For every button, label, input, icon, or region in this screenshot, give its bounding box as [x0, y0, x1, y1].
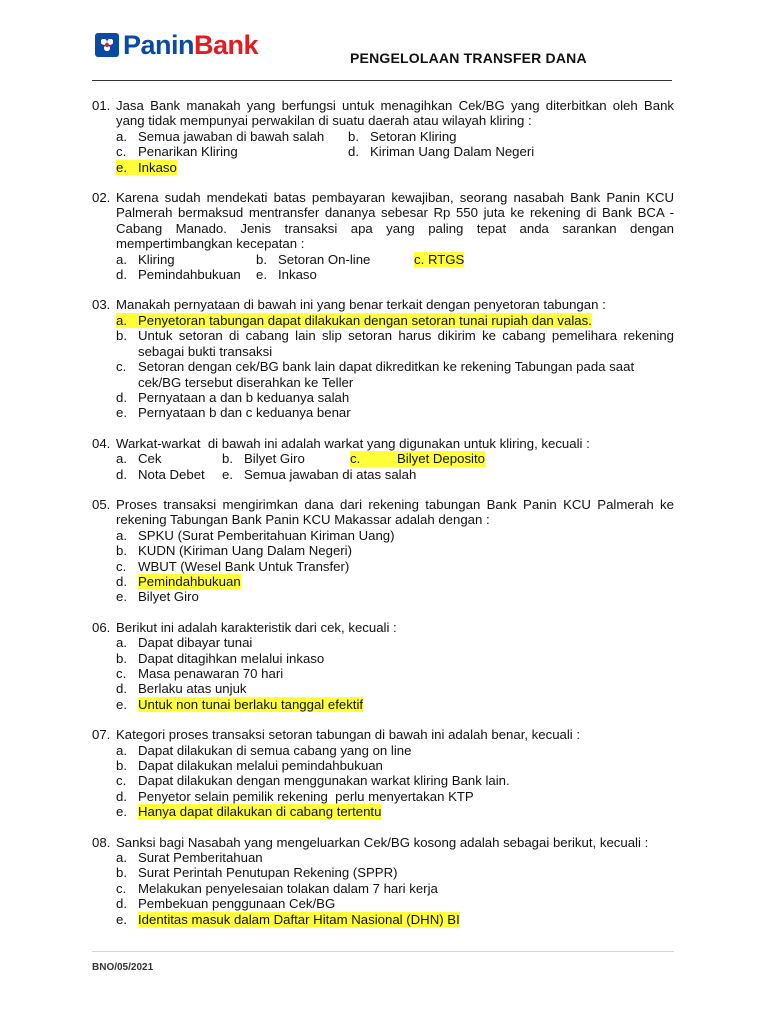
logo-wordmark: PaninBank [123, 29, 259, 60]
question-number: 01. [92, 98, 111, 113]
option-b: b. Dapat ditagihkan melalui inkaso [116, 650, 325, 666]
option-a: a. Surat Pemberitahuan [116, 850, 263, 866]
option-e-answer: e. Untuk non tunai berlaku tanggal efektif [116, 696, 364, 712]
option-c: c. Penarikan Kliring [116, 144, 238, 160]
panin-emblem-icon [95, 33, 119, 57]
question-text: Karena sudah mendekati batas pembayaran kewajiban, seorang nasabah Bank Panin KCU Palmerah bermaksud mentransfer dananya sebesar Rp 550 juta ke rekening di Bank BCA - Cabang Manado. Jenis transaksi apa yang paling tepat anda sarankan dengan mempertimbangkan kecepatan : [116, 190, 674, 252]
paninbank-logo [95, 28, 258, 62]
question-number: 03. [92, 297, 111, 313]
option-b: b. Dapat dilakukan melalui pemindahbukuan [116, 758, 383, 774]
option-d: d. Pemindahbukuan [116, 267, 241, 283]
question-05 [92, 497, 674, 605]
question-04 [92, 436, 674, 482]
option-e: e. Bilyet Giro [116, 589, 199, 605]
option-c-answer: c. RTGS [414, 251, 465, 267]
option-b: b. Untuk setoran di cabang lain slip setoran harus dikirim ke cabang pemelihara rekening sebagai bukti transaksi [116, 328, 674, 359]
question-number: 08. [92, 834, 111, 850]
question-text: Kategori proses transaksi setoran tabungan di bawah ini adalah benar, kecuali : [116, 727, 581, 743]
option-d-answer: d. Pemindahbukuan [116, 573, 241, 589]
question-number: 06. [92, 619, 111, 635]
option-e-answer: e. Hanya dapat dilakukan di cabang tertentu [116, 804, 382, 820]
question-text: Jasa Bank manakah yang berfungsi untuk menagihkan Cek/BG yang diterbitkan oleh Bank yang tidak mempunyai perwakilan di suatu daerah atau wilayah kliring : [116, 98, 674, 129]
option-a: a. Cek [116, 451, 162, 467]
question-03 [92, 297, 674, 420]
option-a: a. Semua jawaban di bawah salah [116, 128, 325, 144]
question-number: 05. [92, 496, 111, 512]
option-b: b. KUDN (Kiriman Uang Dalam Negeri) [116, 543, 352, 559]
question-01 [92, 98, 674, 175]
question-07 [92, 727, 674, 819]
question-number: 02. [92, 190, 111, 206]
question-text: Manakah pernyataan di bawah ini yang benar terkait dengan penyetoran tabungan : [116, 297, 606, 313]
header-divider [92, 80, 672, 81]
option-c: c. Dapat dilakukan dengan menggunakan warkat kliring Bank lain. [116, 773, 510, 789]
option-d: d. Berlaku atas unjuk [116, 681, 247, 697]
option-d: d. Kiriman Uang Dalam Negeri [348, 144, 535, 160]
option-a: a. SPKU (Surat Pemberitahuan Kiriman Uang) [116, 527, 395, 543]
question-02 [92, 190, 674, 282]
question-text: Sanksi bagi Nasabah yang mengeluarkan Cek/BG kosong adalah sebagai berikut, kecuali : [116, 834, 649, 850]
option-d: d. Nota Debet [116, 466, 205, 482]
option-c: c. Masa penawaran 70 hari [116, 666, 284, 681]
page-title: PENGELOLAAN TRANSFER DANA [350, 50, 587, 66]
option-d: d. Penyetor selain pemilik rekening perlu menyertakan KTP [116, 788, 474, 804]
question-list [92, 98, 674, 942]
question-06 [92, 620, 674, 712]
option-e-answer: e. Inkaso [116, 159, 177, 175]
option-e: e. Pernyataan b dan c keduanya benar [116, 405, 351, 421]
question-number: 07. [92, 727, 111, 743]
option-a: a. Dapat dibayar tunai [116, 635, 253, 651]
question-text: Berikut ini adalah karakteristik dari cek, kecuali : [116, 619, 397, 635]
option-d: d. Pernyataan a dan b keduanya salah [116, 389, 350, 405]
footer-divider [92, 951, 674, 952]
option-e: e. Inkaso [256, 267, 317, 283]
option-c-answer: c. Bilyet Deposito [350, 451, 485, 467]
option-a: a. Kliring [116, 251, 175, 267]
question-text: Proses transaksi mengirimkan dana dari rekening tabungan Bank Panin KCU Palmerah ke rekening Tabungan Bank Panin KCU Makassar adalah dengan : [116, 496, 674, 528]
option-c: c. Setoran dengan cek/BG bank lain dapat dikreditkan ke rekening Tabungan pada saat cek/BG tersebut diserahkan ke Teller [116, 359, 635, 390]
question-number: 04. [92, 435, 111, 451]
option-b: b. Setoran Kliring [348, 128, 457, 144]
option-b: b. Setoran On-line [256, 251, 371, 267]
option-d: d. Pembekuan penggunaan Cek/BG [116, 896, 336, 912]
option-a: a. Dapat dilakukan di semua cabang yang on line [116, 742, 412, 758]
option-c: c. Melakukan penyelesaian tolakan dalam 7 hari kerja [116, 880, 438, 896]
option-c: c. WBUT (Wesel Bank Untuk Transfer) [116, 558, 350, 574]
option-b: b. Surat Perintah Penutupan Rekening (SPPR) [116, 865, 398, 881]
option-e: e. Semua jawaban di atas salah [222, 466, 417, 482]
question-08 [92, 835, 674, 927]
question-text: Warkat-warkat di bawah ini adalah warkat yang digunakan untuk kliring, kecuali : [116, 435, 590, 451]
option-a-answer: a. Penyetoran tabungan dapat dilakukan dengan setoran tunai rupiah dan valas. [116, 312, 592, 328]
option-b: b. Bilyet Giro [222, 451, 305, 467]
document-code: BNO/05/2021 [92, 962, 154, 973]
option-e-answer: e. Identitas masuk dalam Daftar Hitam Nasional (DHN) BI [116, 911, 460, 927]
